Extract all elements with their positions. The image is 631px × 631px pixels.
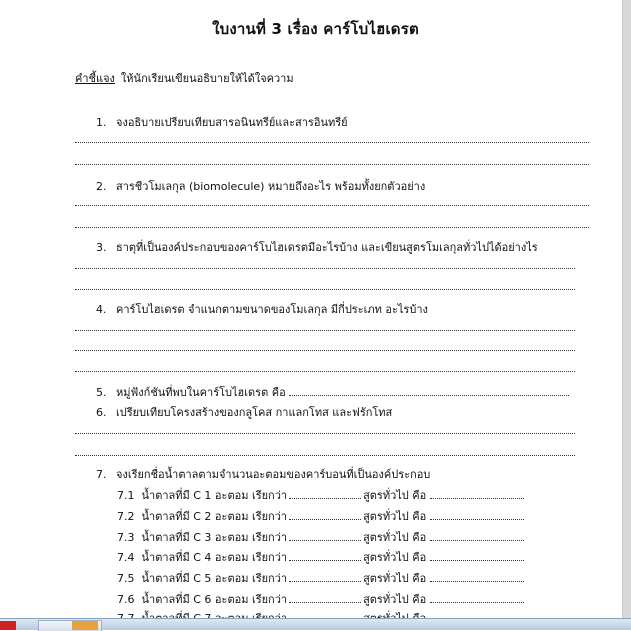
formula-label: สูตรทั่วไป คือ	[363, 531, 427, 544]
answer-line	[75, 350, 575, 351]
answer-line	[75, 205, 589, 206]
formula-label: สูตรทั่วไป คือ	[363, 489, 427, 502]
instruction-label: คำชี้แจง	[75, 72, 115, 85]
subitem-text: น้ำตาลที่มี C 6 อะตอม เรียกว่า	[141, 593, 288, 606]
question-number: 7.	[96, 468, 107, 481]
formula-blank	[430, 581, 524, 582]
question-text: จงเรียกชื่อน้ำตาลตามจำนวนอะตอมของคาร์บอนที่เป็นองค์ประกอบ	[116, 468, 431, 481]
answer-line	[75, 289, 575, 290]
answer-line	[75, 433, 575, 434]
subitem-text: น้ำตาลที่มี C 1 อะตอม เรียกว่า	[141, 489, 288, 502]
question-text: คาร์โบไฮเดรต จำแนกตามขนาดของโมเลกุล มีกี่ประเภท อะไรบ้าง	[116, 303, 428, 316]
subitem-7-3	[117, 528, 524, 546]
answer-line	[75, 142, 589, 143]
question-text: ธาตุที่เป็นองค์ประกอบของคาร์โบไฮเดรตมีอะไรบ้าง และเขียนสูตรโมเลกุลทั่วไปได้อย่างไร	[116, 241, 538, 254]
name-blank	[289, 519, 361, 520]
formula-blank	[430, 519, 524, 520]
question-number: 2.	[96, 180, 107, 193]
name-blank	[289, 560, 361, 561]
name-blank	[289, 498, 361, 499]
name-blank	[289, 581, 361, 582]
subitem-7-6	[117, 590, 524, 608]
instruction-text: ให้นักเรียนเขียนอธิบายให้ได้ใจความ	[120, 72, 294, 85]
formula-label: สูตรทั่วไป คือ	[363, 551, 427, 564]
formula-blank	[430, 498, 524, 499]
subitem-text: น้ำตาลที่มี C 4 อะตอม เรียกว่า	[141, 551, 288, 564]
question-number: 6.	[96, 406, 107, 419]
question-number: 4.	[96, 303, 107, 316]
question-2	[96, 177, 425, 195]
subitem-7-4	[117, 548, 524, 566]
subitem-7-1	[117, 486, 524, 504]
formula-label: สูตรทั่วไป คือ	[363, 593, 427, 606]
formula-label: สูตรทั่วไป คือ	[363, 572, 427, 585]
question-number: 3.	[96, 241, 107, 254]
subitem-number: 7.2	[117, 510, 135, 523]
question-4	[96, 300, 428, 318]
question-5	[96, 383, 569, 401]
question-text: เปรียบเทียบโครงสร้างของกลูโคส กาแลกโทส และฟรักโทส	[116, 406, 393, 419]
instruction-line	[75, 69, 294, 87]
subitem-text: น้ำตาลที่มี C 5 อะตอม เรียกว่า	[141, 572, 288, 585]
question-6	[96, 403, 392, 421]
answer-line	[75, 455, 575, 456]
subitem-number: 7.4	[117, 551, 135, 564]
name-blank	[289, 540, 361, 541]
subitem-number: 7.6	[117, 593, 135, 606]
formula-blank	[430, 602, 524, 603]
answer-line	[75, 371, 575, 372]
answer-line	[75, 268, 575, 269]
formula-blank	[430, 560, 524, 561]
subitem-number: 7.3	[117, 531, 135, 544]
name-blank	[289, 602, 361, 603]
answer-line	[75, 330, 575, 331]
worksheet-title: ใบงานที่ 3 เรื่อง คาร์โบไฮเดรต	[212, 20, 419, 38]
answer-blank	[289, 395, 569, 396]
question-text: สารชีวโมเลกุล (biomolecule) หมายถึงอะไร พร้อมทั้งยกตัวอย่าง	[116, 180, 426, 193]
question-text: หมู่ฟังก์ชันที่พบในคาร์โบไฮเดรต คือ	[116, 386, 286, 399]
question-text: จงอธิบายเปรียบเทียบสารอนินทรีย์และสารอินทรีย์	[116, 116, 348, 129]
question-1	[96, 113, 348, 131]
subitem-number: 7.1	[117, 489, 135, 502]
subitem-number: 7.5	[117, 572, 135, 585]
page-edge	[622, 0, 631, 618]
answer-line	[75, 227, 589, 228]
question-7	[96, 465, 430, 483]
subitem-text: น้ำตาลที่มี C 2 อะตอม เรียกว่า	[141, 510, 288, 523]
question-3	[96, 238, 538, 256]
subitem-text: น้ำตาลที่มี C 3 อะตอม เรียกว่า	[141, 531, 288, 544]
question-number: 1.	[96, 116, 107, 129]
question-number: 5.	[96, 386, 107, 399]
subitem-7-5	[117, 569, 524, 587]
subitem-7-2	[117, 507, 524, 525]
formula-blank	[430, 540, 524, 541]
taskbar	[0, 618, 631, 630]
answer-line	[75, 164, 589, 165]
formula-label: สูตรทั่วไป คือ	[363, 510, 427, 523]
